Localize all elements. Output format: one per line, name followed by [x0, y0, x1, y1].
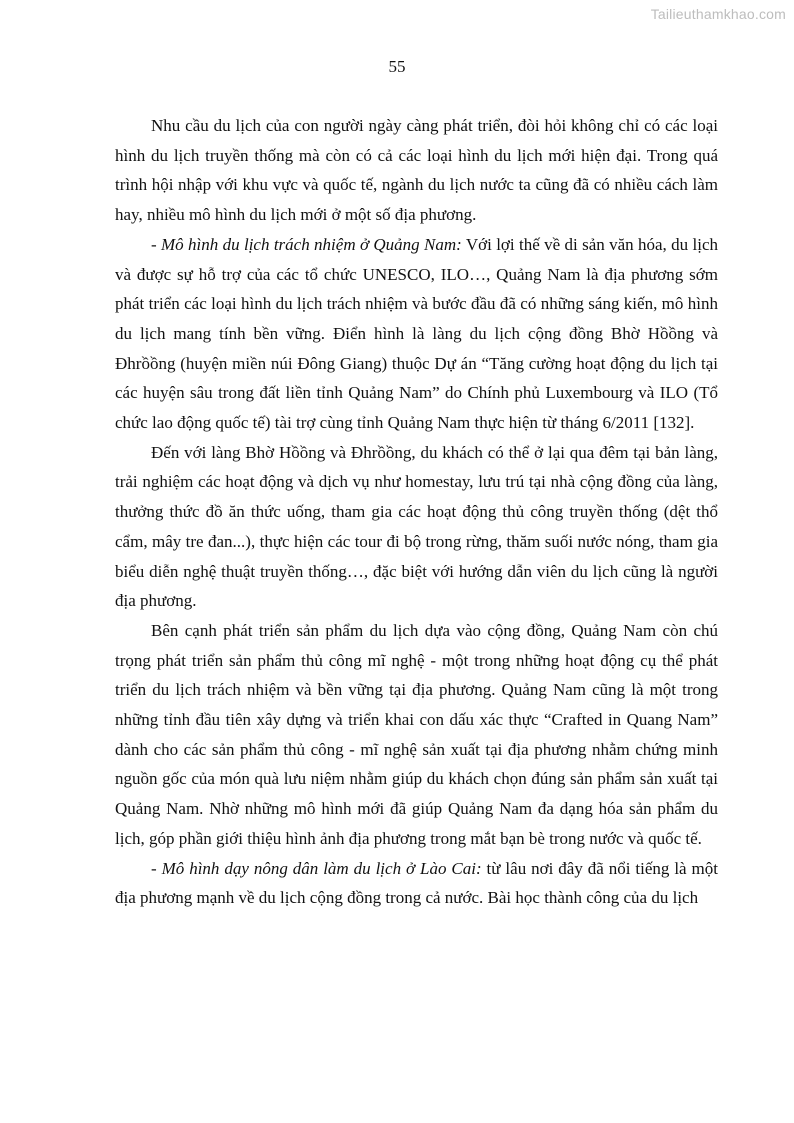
paragraph-bho-hoong: Đến với làng Bhờ Hồồng và Đhrồồng, du khách có thể ở lại qua đêm tại bản làng, trải nghiệm các hoạt động và dịch vụ như homestay, lưu trú tại nhà cộng đồng của làng, thưởng thức đồ ăn thức uống, tham gia các hoạt động thủ công truyền thống (dệt thổ cẩm, mây tre đan...), thực hiện các tour đi bộ trong rừng, thăm suối nước nóng, tham gia biểu diễn nghệ thuật truyền thống…, đặc biệt với hướng dẫn viên du lịch cũng là người địa phương. [115, 442, 718, 611]
paragraph-quang-nam [115, 230, 718, 438]
paragraph-handicraft: Bên cạnh phát triển sản phẩm du lịch dựa vào cộng đồng, Quảng Nam còn chú trọng phát triển sản phẩm thủ công mĩ nghệ - một trong những hoạt động cụ thể phát triển du lịch trách nhiệm và bền vững tại địa phương. Quảng Nam cũng là một trong những tỉnh đầu tiên xây dựng và triển khai con dấu xác thực “Crafted in Quang Nam” dành cho các sản phẩm thủ công - mĩ nghệ sản xuất tại địa phương nhằm chứng minh nguồn gốc của món quà lưu niệm nhằm giúp du khách chọn đúng sản phẩm sản xuất tại Quảng Nam. Nhờ những mô hình mới đã giúp Quảng Nam đa dạng hóa sản phẩm du lịch, góp phần giới thiệu hình ảnh địa phương trong mắt bạn bè trong nước và quốc tế. [115, 620, 718, 848]
paragraph-lao-cai [115, 854, 718, 913]
paragraph-intro: Nhu cầu du lịch của con người ngày càng phát triển, đòi hỏi không chỉ có các loại hình du lịch truyền thống mà còn có cả các loại hình du lịch mới hiện đại. Trong quá trình hội nhập với khu vực và quốc tế, ngành du lịch nước ta cũng đã có nhiều cách làm hay, nhiều mô hình du lịch mới ở một số địa phương. [115, 116, 718, 225]
paragraph-text: từ lâu nơi đây đã nổi tiếng là một địa phương mạnh về du lịch cộng đồng trong cả nước. Bài học thành công của du lịch [115, 858, 718, 908]
watermark: Tailieuthamkhao.com [650, 6, 786, 22]
paragraph-heading-lao-cai: - Mô hình dạy nông dân làm du lịch ở Lào Cai: [151, 858, 482, 878]
paragraph-text: Với lợi thế về di sản văn hóa, du lịch và được sự hỗ trợ của các tổ chức UNESCO, ILO…, Quảng Nam là địa phương sớm phát triển các loại hình du lịch trách nhiệm và bước đầu đã có những sáng kiến, mô hình du lịch mang tính bền vững. Điển hình là làng du lịch cộng đồng Bhờ Hồồng và Đhrồồng (huyện miền núi Đông Giang) thuộc Dự án “Tăng cường hoạt động du lịch tại các huyện sâu trong đất liền tỉnh Quảng Nam” do Chính phủ Luxembourg và ILO (Tổ chức lao động quốc tế) tài trợ cùng tỉnh Quảng Nam thực hiện từ tháng 6/2011 [132]. [115, 234, 718, 433]
document-body [115, 111, 718, 913]
paragraph-heading-quang-nam: - Mô hình du lịch trách nhiệm ở Quảng Nam: [151, 234, 462, 254]
page-number: 55 [388, 57, 406, 76]
